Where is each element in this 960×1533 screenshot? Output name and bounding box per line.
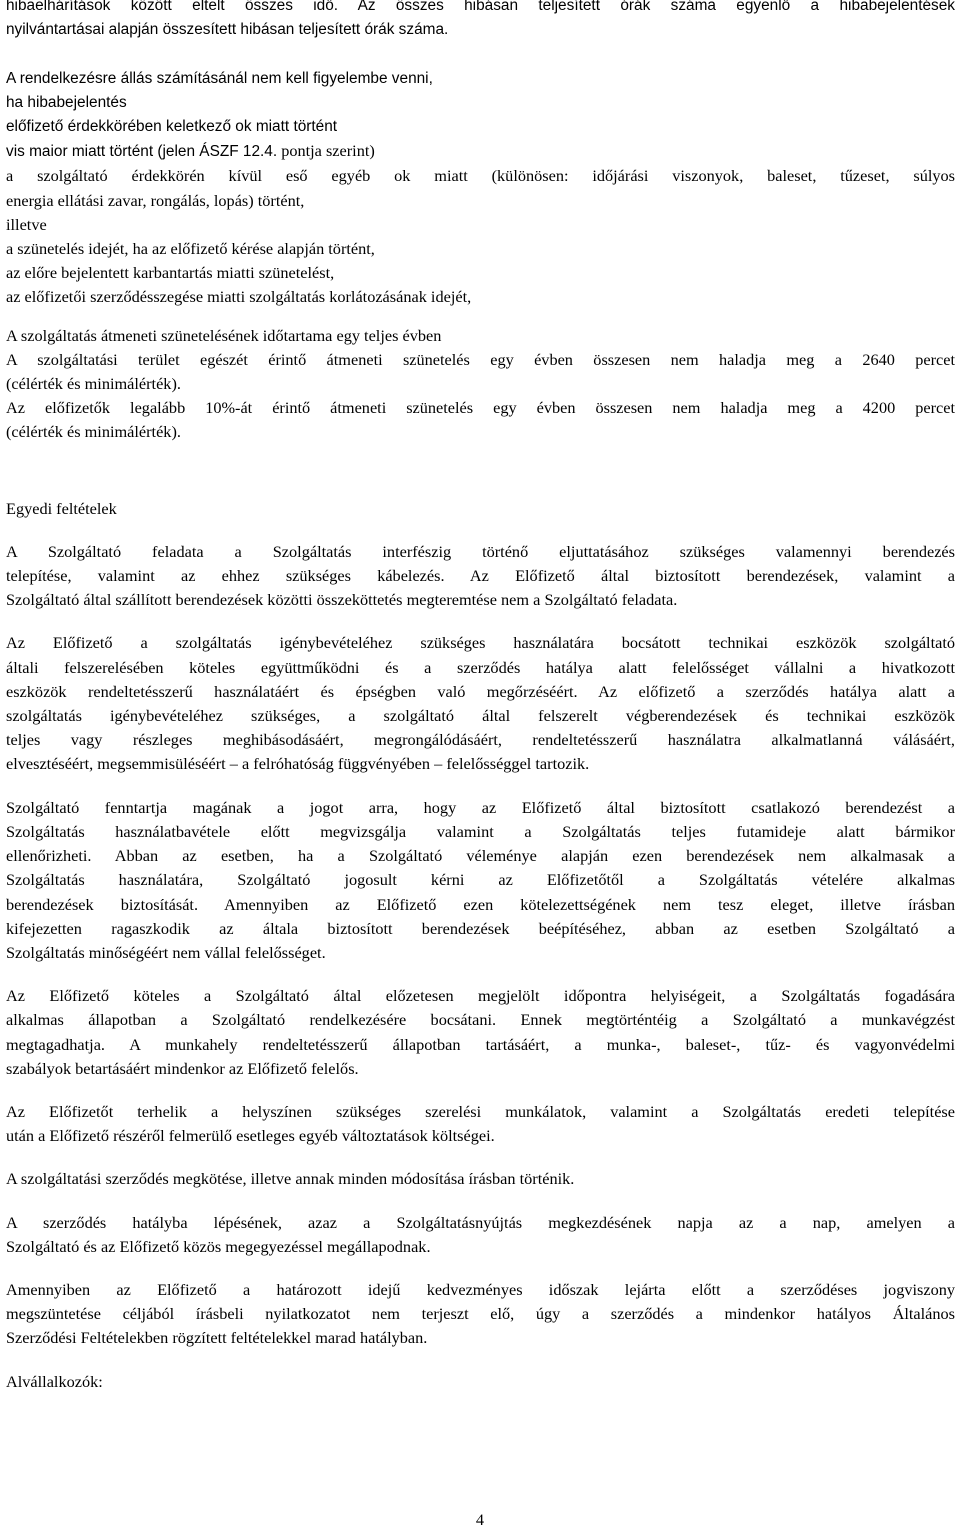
text-fragment: pontja szerint) (277, 141, 375, 161)
text-line: A rendelkezésre állás számításánál nem kell figyelembe venni, (6, 69, 433, 87)
text-line: A szerződés hatályba lépésének, azaz a Szolgáltatásnyújtás megkezdésének napja az a nap, amelyen a (6, 1212, 955, 1232)
text-line: után a Előfizető részéről felmerülő esetleges egyéb változtatások költségei. (6, 1126, 495, 1146)
page-number: 4 (475, 1510, 485, 1529)
text-line: Az Előfizető köteles a Szolgáltató által előzetesen megjelölt időpontra helyiségeit, a Szolgáltatás fogadására (6, 986, 955, 1006)
text-line: az előre bejelentett karbantartás miatti szünetelést, (6, 263, 335, 283)
body-paragraph (6, 1100, 955, 1148)
section-heading (6, 497, 955, 521)
text-line: a szünetelés idejét, ha az előfizető kérése alapján történt, (6, 239, 375, 259)
text-line: A Szolgáltató feladata a Szolgáltatás interfészig történő eljuttatásához szükséges valamennyi berendezés (6, 541, 955, 561)
section-heading-text: Egyedi feltételek (6, 498, 117, 518)
text-line: (célérték és minimálérték). (6, 374, 181, 394)
text-line: Szolgáltató fenntartja magának a jogot arra, hogy az Előfizető által biztosított csatlakozó berendezést a (6, 797, 955, 817)
body-paragraph (6, 631, 955, 776)
text-line: szolgáltatás igénybevételéhez szükséges, a szolgáltató által felszerelt végberendezések és technikai eszközök (6, 706, 955, 726)
text-line: (célérték és minimálérték). (6, 422, 181, 442)
interruption-paragraph (6, 324, 955, 445)
text-line: teljes vagy részleges meghibásodásáért, megrongálódásáért, rendeltetésszerű használatra alkalmatlanná válásáért, (6, 730, 955, 750)
text-line: hibaelhárítások között eltelt összes idő. Az összes hibásan teljesített órák száma egyenlő a hibabejelentések (6, 0, 955, 14)
availability-paragraph (6, 0, 955, 310)
text-line: alkalmas állapotban a Szolgáltató rendelkezésére bocsátani. Ennek megtörténtéig a Szolgáltató a munkavégzést (6, 1010, 955, 1030)
text-line: A szolgáltatás átmeneti szünetelésének időtartama egy teljes évben (6, 325, 442, 345)
body-paragraph (6, 796, 955, 965)
blank-line (6, 42, 955, 66)
text-line: szabályok betartásáért mindenkor az Előfizető felelős. (6, 1058, 359, 1078)
text-line: Amennyiben az Előfizető a határozott idejű kedvezményes időszak lejárta előtt a szerződéses jogviszony (6, 1279, 955, 1299)
text-line: Az Előfizetőt terhelik a helyszínen szükséges szerelési munkálatok, valamint a Szolgáltatás eredeti telepítése (6, 1101, 955, 1121)
document-page (6, 0, 955, 1394)
text-line: Az Előfizető a szolgáltatás igénybevételéhez szükséges használatára bocsátott technikai eszközök szolgáltató (6, 633, 955, 653)
text-line: kifejezetten ragaszkodik az általa biztosított berendezések beépítéséhez, abban az esetben Szolgáltató a (6, 918, 955, 938)
text-line: eszközök rendeltetésszerű használatáért és épségben való megőrzéséért. Az előfizető a szerződés hatálya alatt a (6, 681, 955, 701)
body-paragraph (6, 540, 955, 613)
text-line: a szolgáltató érdekkörén kívül eső egyéb ok miatt (különösen: időjárási viszonyok, baleset, tűzeset, súlyos (6, 166, 955, 186)
body-paragraph (6, 984, 955, 1081)
text-line: általi felszerelésében köteles együttműködni és a szerződés hatálya alatt felelősséget vállalni a hivatkozott (6, 657, 955, 677)
text-line: megszüntetése céljából írásbeli nyilatkozatot nem terjeszt elő, úgy a szerződés a mindenkor hatályos Általános (6, 1304, 955, 1324)
text-line: berendezések biztosítását. Amennyiben az Előfizető ezen kötelezettségének nem tesz eleget, illetve írásban (6, 894, 955, 914)
text-fragment: vis maior miatt történt (jelen ÁSZF 12.4. (6, 143, 278, 161)
body-paragraph (6, 1167, 955, 1191)
body-paragraph (6, 1278, 955, 1351)
text-line: Szolgáltatás használatára, Szolgáltató jogosult kérni az Előfizetőtől a Szolgáltatás vételére alkalmas (6, 870, 955, 890)
text-line: elvesztéséért, megsemmisüléséért – a felróhatóság függvényében – felelősséggel tartozik. (6, 754, 590, 774)
text-line: Szerződési Feltételekben rögzített feltételekkel marad hatályban. (6, 1328, 428, 1348)
text-line: ha hibabejelentés (6, 93, 127, 111)
text-line: Szolgáltató által szállított berendezések közötti összeköttetés megteremtése nem a Szolgáltató feladata. (6, 590, 678, 610)
text-line: telepítése, valamint az ehhez szükséges kábelezés. Az Előfizető által biztosított berendezések, valamint a (6, 566, 955, 586)
text-line: Az előfizetők legalább 10%-át érintő átmeneti szünetelés egy évben összesen nem haladja meg a 4200 percet (6, 398, 955, 418)
text-line (6, 139, 955, 164)
body-paragraph (6, 1370, 955, 1394)
text-line: Alvállalkozók: (6, 1371, 103, 1391)
text-line: A szolgáltatási szerződés megkötése, illetve annak minden módosítása írásban történik. (6, 1169, 575, 1189)
text-line: nyilvántartásai alapján összesített hibásan teljesített órák száma. (6, 21, 449, 39)
text-line: Szolgáltató és az Előfizető közös megegyezéssel megállapodnak. (6, 1236, 431, 1256)
text-line: Szolgáltatás minőségéért nem vállal felelősséget. (6, 942, 326, 962)
text-line: megtagadhatja. A munkahely rendeltetésszerű állapotban tartásáért, a munka-, baleset-, tűz- és vagyonvédelmi (6, 1034, 955, 1054)
text-line: előfizető érdekkörében keletkező ok miatt történt (6, 118, 338, 136)
text-line: Szolgáltatás használatbavétele előtt megvizsgálja valamint a Szolgáltatás teljes futamideje alatt bármikor (6, 821, 955, 841)
text-line: ellenőrizheti. Abban az esetben, ha a Szolgáltató véleménye alapján ezen berendezések nem alkalmasak a (6, 846, 955, 866)
text-line: A szolgáltatási terület egészét érintő átmeneti szünetelés egy évben összesen nem haladja meg a 2640 percet (6, 349, 955, 369)
body-paragraph (6, 1211, 955, 1259)
text-line: illetve (6, 214, 47, 234)
text-line: energia ellátási zavar, rongálás, lopás) történt, (6, 190, 305, 210)
text-line: az előfizetői szerződésszegése miatti szolgáltatás korlátozásának idejét, (6, 287, 472, 307)
